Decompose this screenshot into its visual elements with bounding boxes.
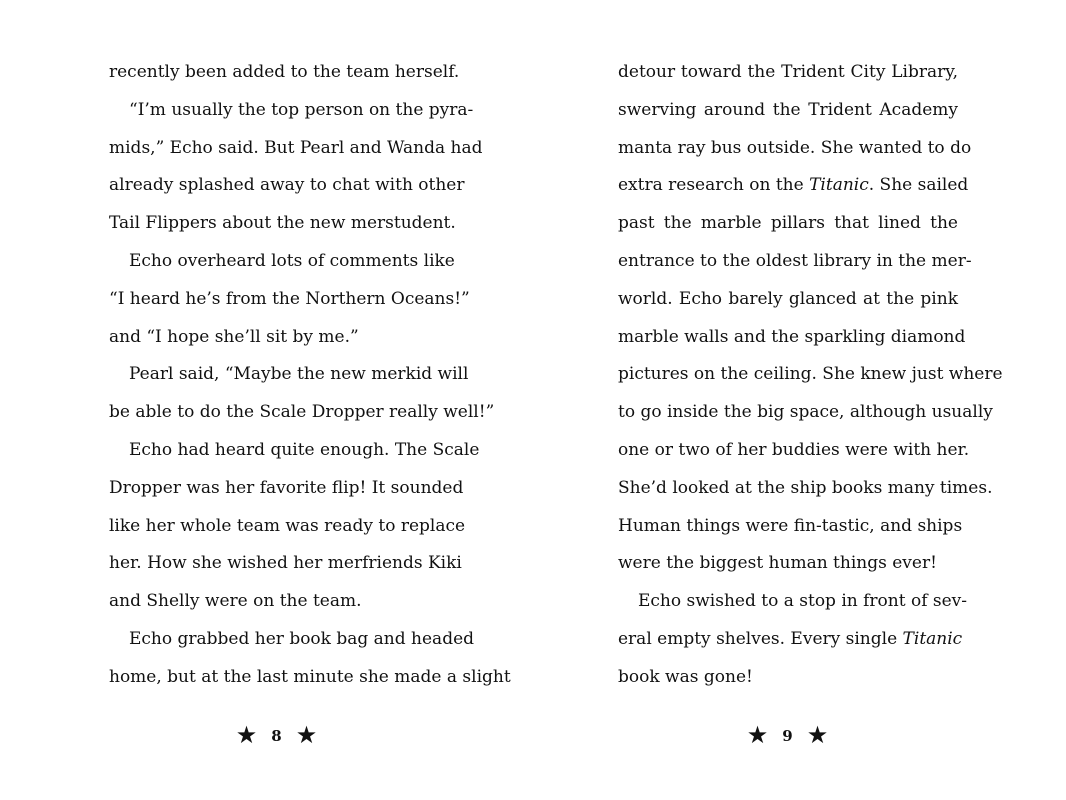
text-line: Tail Flippers about the new merstudent. — [109, 213, 456, 234]
right-page — [533, 0, 1066, 800]
book-title: Titanic — [902, 628, 963, 649]
text-line: and “I hope she’ll sit by me.” — [109, 326, 359, 347]
text-line: She’d looked at the ship books many times. — [618, 477, 993, 498]
text-line: world. Echo barely glanced at the pink — [618, 288, 958, 309]
text-line: Echo had heard quite enough. The Scale — [129, 439, 480, 460]
text-line: entrance to the oldest library in the mer- — [618, 250, 972, 271]
text-line: Human things were fin-tastic, and ships — [618, 515, 963, 536]
text-line: one or two of her buddies were with her. — [618, 439, 970, 460]
text-line: and Shelly were on the team. — [109, 591, 362, 612]
text-line: swerving around the Trident Academy — [618, 99, 958, 120]
text-line: Pearl said, “Maybe the new merkid will — [129, 364, 469, 385]
star-icon: ★ — [746, 721, 769, 749]
text-line: like her whole team was ready to replace — [109, 515, 466, 536]
text-line: manta ray bus outside. She wanted to do — [618, 137, 972, 158]
text-line: Dropper was her favorite flip! It sounded — [109, 477, 464, 498]
left-page-text — [109, 54, 511, 697]
text-line: to go inside the big space, although usually — [618, 402, 993, 423]
text-line: detour toward the Trident City Library, — [618, 62, 958, 82]
text-line: book was gone! — [618, 666, 753, 687]
text-line: Echo grabbed her book bag and headed — [129, 628, 475, 649]
text-line: home, but at the last minute she made a slight — [109, 666, 511, 687]
text-line: recently been added to the team herself. — [109, 62, 460, 82]
text-segment: eral empty shelves. Every single — [618, 628, 903, 649]
text-line: “I heard he’s from the Northern Oceans!” — [109, 288, 470, 309]
text-line: mids,” Echo said. But Pearl and Wanda had — [109, 137, 483, 158]
text-line: “I’m usually the top person on the pyra- — [129, 99, 474, 120]
text-line: her. How she wished her merfriends Kiki — [109, 553, 462, 574]
star-icon: ★ — [235, 721, 258, 749]
text-segment: extra research on the — [618, 175, 810, 196]
text-line: be able to do the Scale Dropper really well!” — [109, 402, 495, 423]
text-segment: . She sailed — [868, 175, 969, 196]
text-line: were the biggest human things ever! — [618, 553, 937, 574]
text-line — [618, 167, 969, 205]
page-footer — [521, 722, 1054, 749]
right-page-text — [618, 54, 1003, 697]
text-line: marble walls and the sparkling diamond — [618, 326, 966, 347]
page-footer — [10, 722, 543, 749]
text-line — [618, 621, 963, 659]
book-title: Titanic — [809, 175, 869, 196]
text-line: pictures on the ceiling. She knew just where — [618, 364, 1003, 385]
text-line: already splashed away to chat with other — [109, 175, 465, 196]
page-number: 8 — [271, 727, 282, 745]
star-icon: ★ — [295, 721, 318, 749]
star-icon: ★ — [806, 721, 829, 749]
text-line: past the marble pillars that lined the — [618, 213, 958, 234]
text-line: Echo overheard lots of comments like — [129, 250, 455, 271]
page-number: 9 — [782, 727, 793, 745]
text-line: Echo swished to a stop in front of sev- — [638, 591, 968, 612]
